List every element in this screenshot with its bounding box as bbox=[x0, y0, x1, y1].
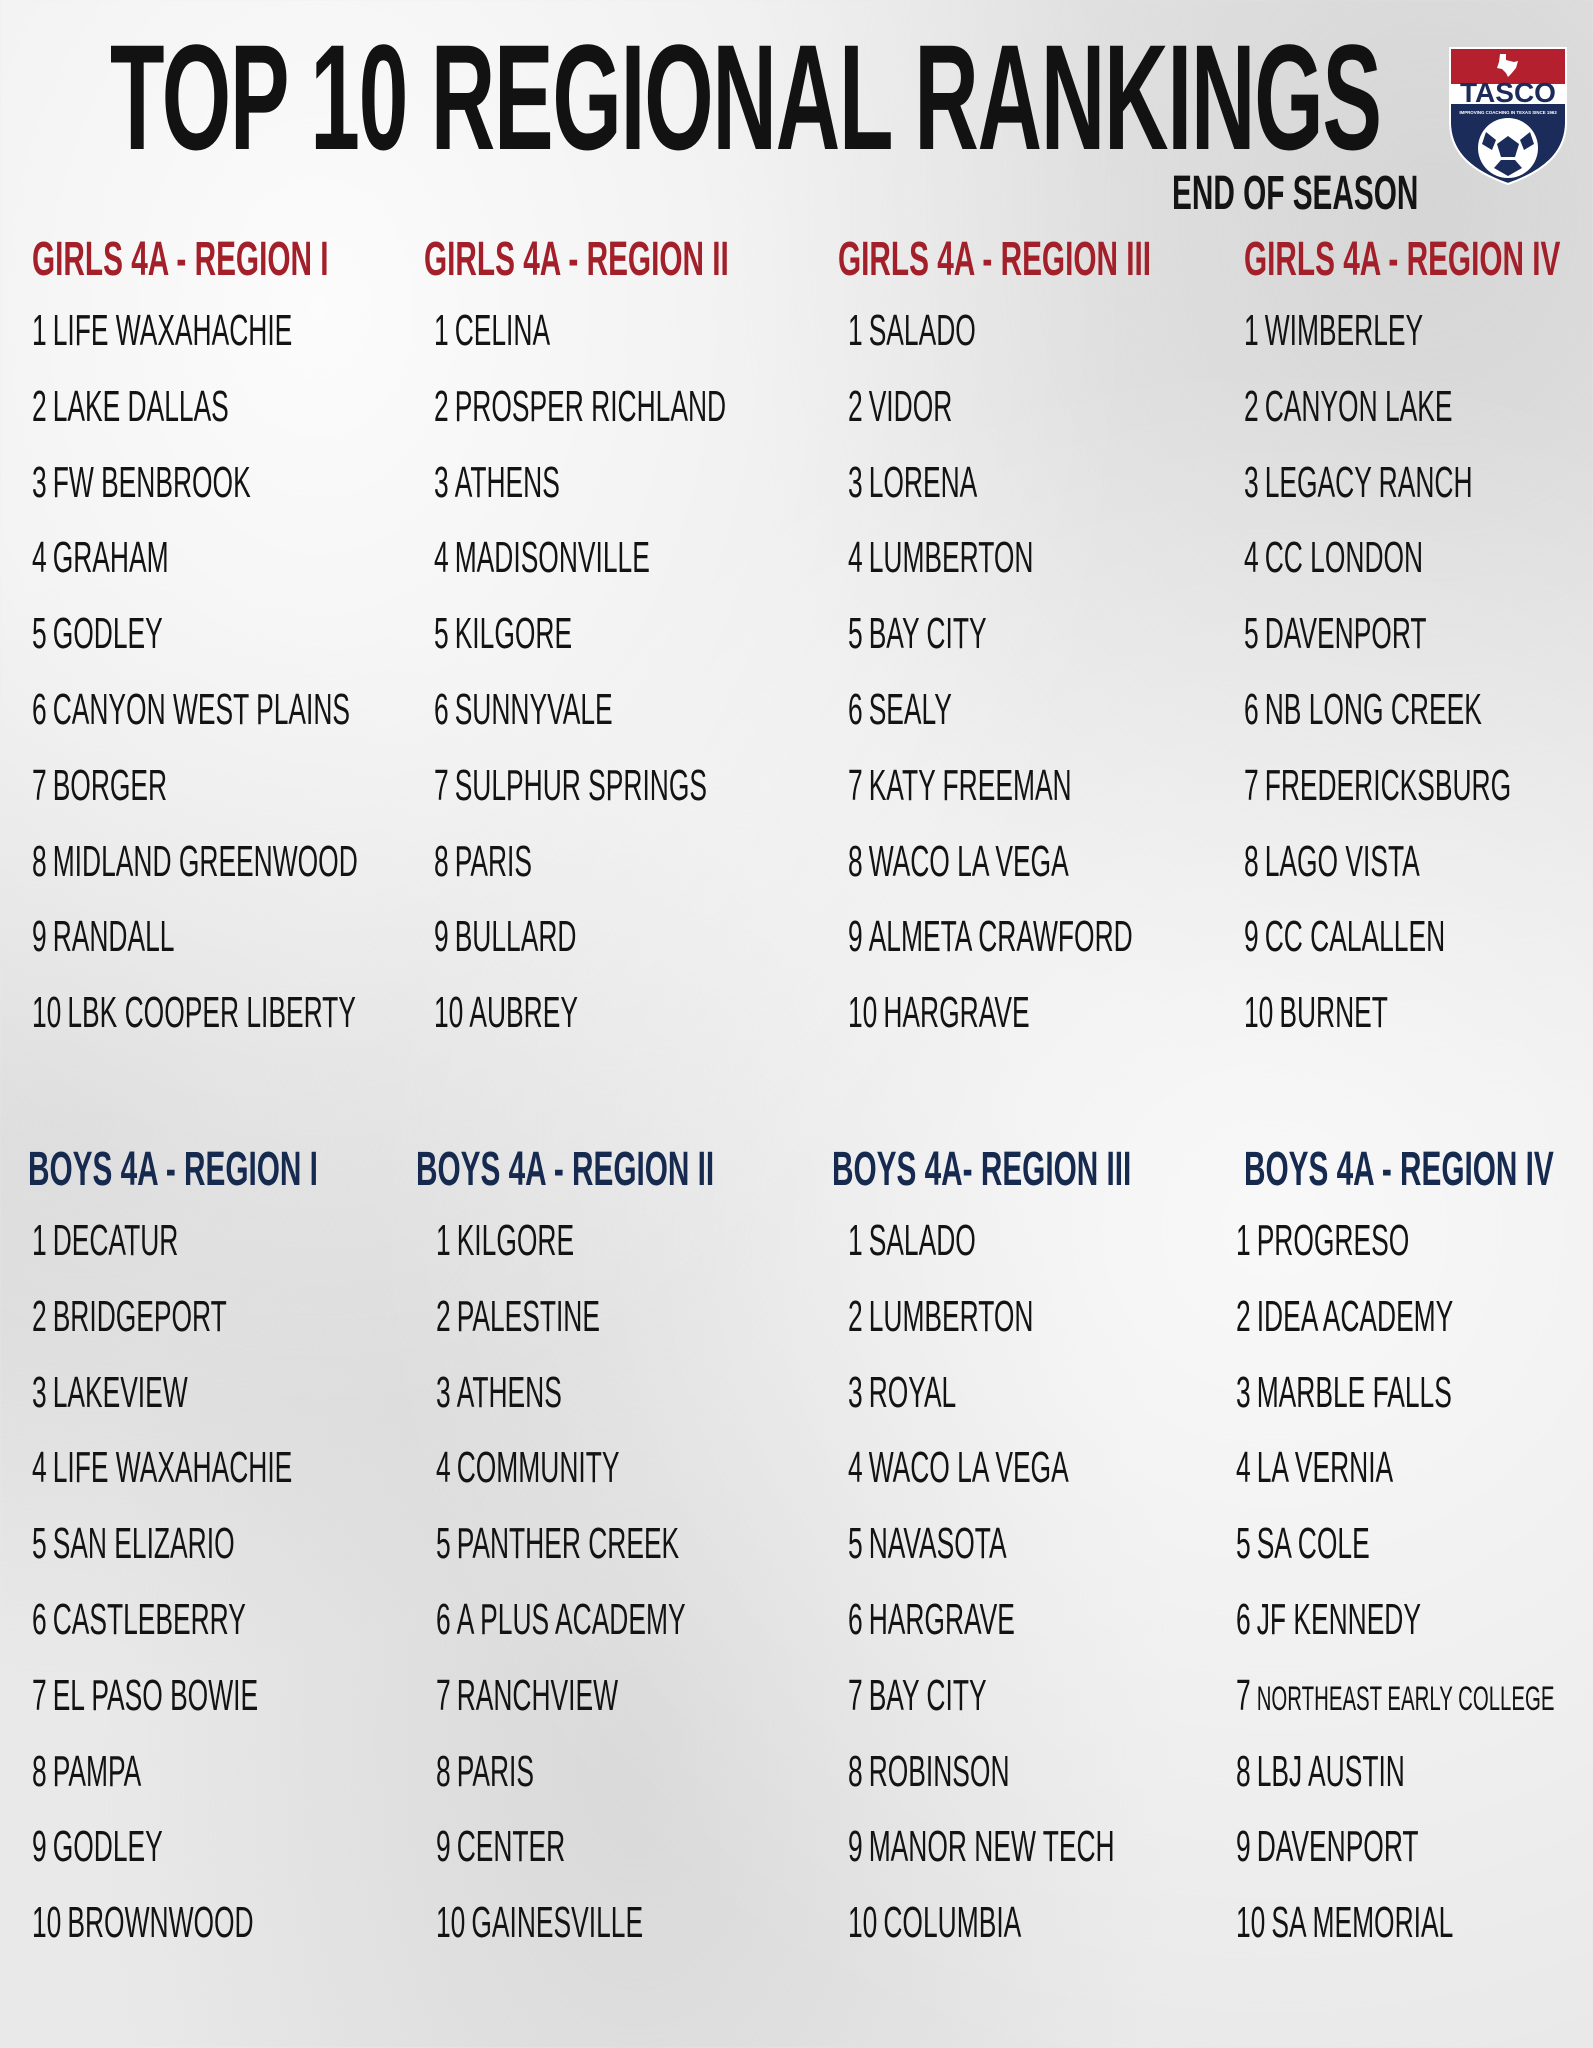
list-item: 8 LAGO VISTA bbox=[1244, 836, 1420, 886]
list-item: 5 SA COLE bbox=[1236, 1519, 1370, 1569]
list-item: 3 LEGACY RANCH bbox=[1244, 457, 1473, 507]
region-boys-1 bbox=[28, 1143, 408, 1952]
list-item: 9 RANDALL bbox=[32, 912, 175, 962]
list-item: 6 SEALY bbox=[848, 684, 952, 734]
list-item: 10 AUBREY bbox=[434, 988, 578, 1038]
list-item: 2 CANYON LAKE bbox=[1244, 381, 1453, 431]
list-item: 9 GODLEY bbox=[32, 1822, 163, 1872]
region-boys-4 bbox=[1236, 1143, 1593, 1952]
region-girls-1 bbox=[32, 233, 412, 1042]
list-item: 8 MIDLAND GREENWOOD bbox=[32, 836, 358, 886]
list-item: 7 SULPHUR SPRINGS bbox=[434, 760, 708, 810]
region-title: BOYS 4A - REGION II bbox=[416, 1143, 715, 1196]
list-item: 1 DECATUR bbox=[32, 1216, 179, 1265]
list-item: 1 SALADO bbox=[848, 306, 976, 355]
list-item: 9 MANOR NEW TECH bbox=[848, 1822, 1115, 1872]
region-girls-2 bbox=[424, 233, 804, 1042]
region-girls-3 bbox=[838, 233, 1218, 1042]
list-item: 6 CANYON WEST PLAINS bbox=[32, 684, 351, 734]
list-item: 9 BULLARD bbox=[434, 912, 577, 962]
list-item: 10 COLUMBIA bbox=[848, 1898, 1022, 1948]
list-item: 8 LBJ AUSTIN bbox=[1236, 1746, 1405, 1796]
region-title: GIRLS 4A - REGION I bbox=[32, 233, 329, 286]
list-item: 3 LAKEVIEW bbox=[32, 1367, 188, 1417]
list-item: 6 HARGRAVE bbox=[848, 1594, 1015, 1644]
list-item: 8 PARIS bbox=[436, 1746, 534, 1796]
list-item: 10 BURNET bbox=[1244, 988, 1388, 1038]
list-item: 7 NORTHEAST EARLY COLLEGE bbox=[1236, 1670, 1555, 1720]
list-item: 5 NAVASOTA bbox=[848, 1519, 1007, 1569]
list-item: 2 BRIDGEPORT bbox=[32, 1291, 227, 1341]
list-item: 4 GRAHAM bbox=[32, 533, 169, 583]
region-title: BOYS 4A - REGION IV bbox=[1244, 1143, 1554, 1196]
region-title: GIRLS 4A - REGION IV bbox=[1244, 233, 1561, 286]
list-item: 6 CASTLEBERRY bbox=[32, 1594, 246, 1644]
list-item: 3 LORENA bbox=[848, 457, 978, 507]
list-item: 3 ATHENS bbox=[436, 1367, 562, 1417]
list-item: 4 WACO LA VEGA bbox=[848, 1443, 1069, 1493]
list-item: 4 MADISONVILLE bbox=[434, 533, 650, 583]
list-item: 4 CC LONDON bbox=[1244, 533, 1424, 583]
list-item: 9 CC CALALLEN bbox=[1244, 912, 1446, 962]
list-item: 10 BROWNWOOD bbox=[32, 1898, 254, 1948]
list-item: 6 SUNNYVALE bbox=[434, 684, 613, 734]
list-item: 10 GAINESVILLE bbox=[436, 1898, 644, 1948]
list-item: 10 SA MEMORIAL bbox=[1236, 1898, 1454, 1948]
list-item: 3 ROYAL bbox=[848, 1367, 957, 1417]
list-item: 3 MARBLE FALLS bbox=[1236, 1367, 1452, 1417]
region-title: BOYS 4A- REGION III bbox=[832, 1143, 1132, 1196]
list-item: 5 DAVENPORT bbox=[1244, 609, 1427, 659]
list-item: 6 NB LONG CREEK bbox=[1244, 684, 1482, 734]
list-item: 2 VIDOR bbox=[848, 381, 953, 431]
list-item: 5 GODLEY bbox=[32, 609, 163, 659]
list-item: 5 KILGORE bbox=[434, 609, 573, 659]
list-item: 6 JF KENNEDY bbox=[1236, 1594, 1421, 1644]
list-item: 1 KILGORE bbox=[436, 1216, 575, 1265]
region-title: BOYS 4A - REGION I bbox=[28, 1143, 318, 1196]
list-item: 7 BAY CITY bbox=[848, 1670, 987, 1720]
list-item: 3 FW BENBROOK bbox=[32, 457, 251, 507]
list-item: 4 COMMUNITY bbox=[436, 1443, 620, 1493]
list-item: 7 FREDERICKSBURG bbox=[1244, 760, 1512, 810]
list-item: 2 LUMBERTON bbox=[848, 1291, 1034, 1341]
list-item: 10 HARGRAVE bbox=[848, 988, 1030, 1038]
list-item: 2 PALESTINE bbox=[436, 1291, 600, 1341]
list-item: 1 WIMBERLEY bbox=[1244, 306, 1424, 355]
list-item: 4 LA VERNIA bbox=[1236, 1443, 1394, 1493]
list-item: 4 LIFE WAXAHACHIE bbox=[32, 1443, 293, 1493]
list-item: 5 SAN ELIZARIO bbox=[32, 1519, 235, 1569]
logo-text: TASCO bbox=[1460, 77, 1556, 108]
list-item: 8 PARIS bbox=[434, 836, 532, 886]
region-title: GIRLS 4A - REGION II bbox=[424, 233, 729, 286]
list-item: 1 SALADO bbox=[848, 1216, 976, 1265]
list-item: 1 PROGRESO bbox=[1236, 1216, 1410, 1265]
list-item: 8 ROBINSON bbox=[848, 1746, 1010, 1796]
list-item: 2 LAKE DALLAS bbox=[32, 381, 229, 431]
list-item: 4 LUMBERTON bbox=[848, 533, 1034, 583]
list-item: 2 PROSPER RICHLAND bbox=[434, 381, 727, 431]
list-item: 7 RANCHVIEW bbox=[436, 1670, 619, 1720]
list-item: 8 PAMPA bbox=[32, 1746, 142, 1796]
page-title: TOP 10 REGIONAL RANKINGS bbox=[110, 13, 1381, 181]
list-item: 2 IDEA ACADEMY bbox=[1236, 1291, 1454, 1341]
list-item: 6 A PLUS ACADEMY bbox=[436, 1594, 686, 1644]
list-item: 9 DAVENPORT bbox=[1236, 1822, 1419, 1872]
list-item: 7 BORGER bbox=[32, 760, 168, 810]
list-item: 8 WACO LA VEGA bbox=[848, 836, 1069, 886]
region-boys-3 bbox=[832, 1143, 1212, 1952]
list-item: 7 EL PASO BOWIE bbox=[32, 1670, 259, 1720]
region-title: GIRLS 4A - REGION III bbox=[838, 233, 1152, 286]
list-item: 10 LBK COOPER LIBERTY bbox=[32, 988, 356, 1038]
tasco-logo bbox=[1444, 44, 1572, 186]
region-girls-4 bbox=[1244, 233, 1593, 1042]
region-boys-2 bbox=[416, 1143, 796, 1952]
list-item: 1 CELINA bbox=[434, 306, 551, 355]
list-item: 9 CENTER bbox=[436, 1822, 566, 1872]
list-item: 5 BAY CITY bbox=[848, 609, 987, 659]
list-item: 3 ATHENS bbox=[434, 457, 560, 507]
page-subtitle: END OF SEASON bbox=[1172, 167, 1419, 220]
list-item: 1 LIFE WAXAHACHIE bbox=[32, 306, 293, 355]
list-item: 7 KATY FREEMAN bbox=[848, 760, 1072, 810]
list-item: 5 PANTHER CREEK bbox=[436, 1519, 680, 1569]
list-item: 9 ALMETA CRAWFORD bbox=[848, 912, 1133, 962]
logo-tagline: IMPROVING COACHING IN TEXAS SINCE 1963 bbox=[1459, 110, 1557, 115]
